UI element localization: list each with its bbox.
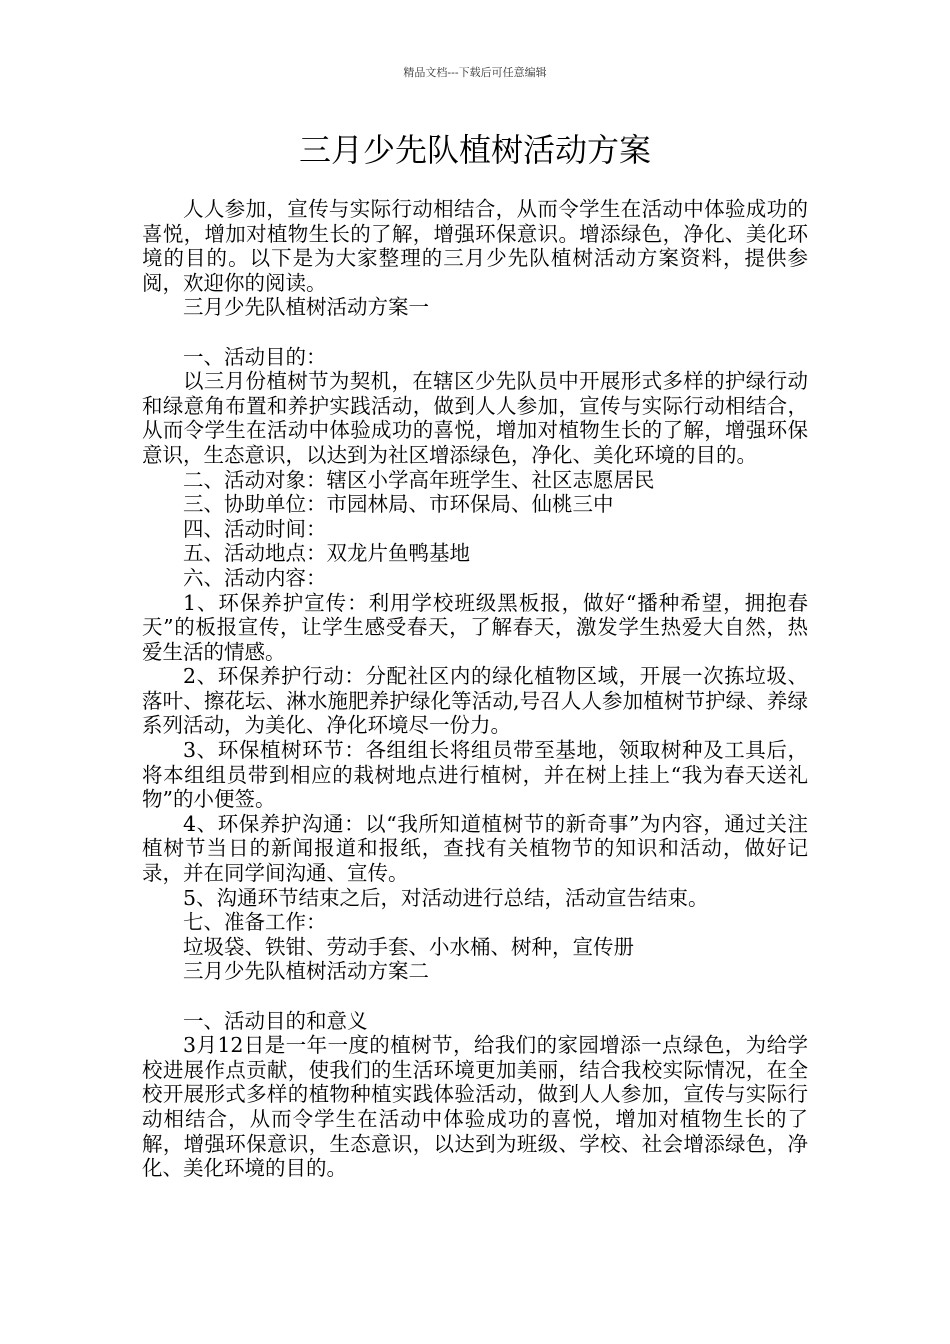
heading-purpose-and-meaning: 一、活动目的和意义 [183, 1008, 368, 1033]
document-title: 三月少先队植树活动方案 [298, 131, 651, 169]
heading-preparation: 七、准备工作： [183, 910, 327, 935]
heading-activity-content: 六、活动内容： [183, 565, 327, 590]
blank-line [142, 984, 808, 1009]
item-preparation-list: 垃圾袋、铁钳、劳动手套、小水桶、树种，宣传册 [183, 934, 634, 959]
item-activity-target: 二、活动对象：辖区小学高年班学生、社区志愿居民 [183, 467, 655, 492]
paragraph-purpose-and-meaning: 3月12日是一年一度的植树节，给我们的家园增添一点绿色，为给学校进展作点贡献，使我们的生活环境更加美丽，结合我校实际情况，在全校开展形式多样的植物种植实践体验活动，做到人人参加，宣传与实际行动相结合，从而令学生在活动中体验成功的喜悦，增加对植物生长的了解，增强环保意识，生态意识，以达到为班级、学校、社会增添绿色，净化、美化环境的目的。 [142, 1033, 808, 1181]
paragraph-content-1: 1、环保养护宣传：利用学校班级黑板报，做好“播种希望，拥抱春天”的板报宣传，让学生感受春天，了解春天，激发学生热爱大自然，热爱生活的情感。 [142, 590, 808, 664]
item-activity-location: 五、活动地点：双龙片鱼鸭基地 [183, 541, 470, 566]
paragraph-content-2: 2、环保养护行动：分配社区内的绿化植物区域，开展一次拣垃圾、落叶、擦花坛、淋水施肥养护绿化等活动,号召人人参加植树节护绿、养绿系列活动，为美化、净化环境尽一份力。 [142, 664, 808, 738]
blank-line [142, 320, 808, 345]
paragraph-activity-purpose: 以三月份植树节为契机，在辖区少先队员中开展形式多样的护绿行动和绿意角布置和养护实践活动，做到人人参加，宣传与实际行动相结合，从而令学生在活动中体验成功的喜悦，增加对植物生长的了解，增强环保意识，生态意识，以达到为社区增添绿色，净化、美化环境的目的。 [142, 369, 808, 467]
document-body [142, 197, 808, 1181]
section-heading-plan-one: 三月少先队植树活动方案一 [183, 295, 429, 320]
paragraph-intro: 人人参加，宣传与实际行动相结合，从而令学生在活动中体验成功的喜悦，增加对植物生长的了解，增强环保意识。增添绿色，净化、美化环境的目的。以下是为大家整理的三月少先队植树活动方案资料，提供参阅，欢迎你的阅读。 [142, 197, 808, 295]
paragraph-content-3: 3、环保植树环节：各组组长将组员带至基地，领取树种及工具后，将本组组员带到相应的栽树地点进行植树，并在树上挂上“我为春天送礼物”的小便签。 [142, 738, 808, 812]
item-assisting-units: 三、协助单位：市园林局、市环保局、仙桃三中 [183, 492, 614, 517]
paragraph-content-5: 5、沟通环节结束之后，对活动进行总结，活动宣告结束。 [183, 885, 709, 910]
paragraph-content-4: 4、环保养护沟通：以“我所知道植树节的新奇事”为内容，通过关注植树节当日的新闻报道和报纸，查找有关植物节的知识和活动，做好记录，并在同学间沟通、宣传。 [142, 811, 808, 886]
section-heading-plan-two: 三月少先队植树活动方案二 [183, 959, 429, 984]
page-header-note: 精品文档---下载后可任意编辑 [403, 66, 547, 79]
item-activity-time: 四、活动时间： [183, 516, 327, 541]
heading-activity-purpose: 一、活动目的： [183, 344, 327, 369]
